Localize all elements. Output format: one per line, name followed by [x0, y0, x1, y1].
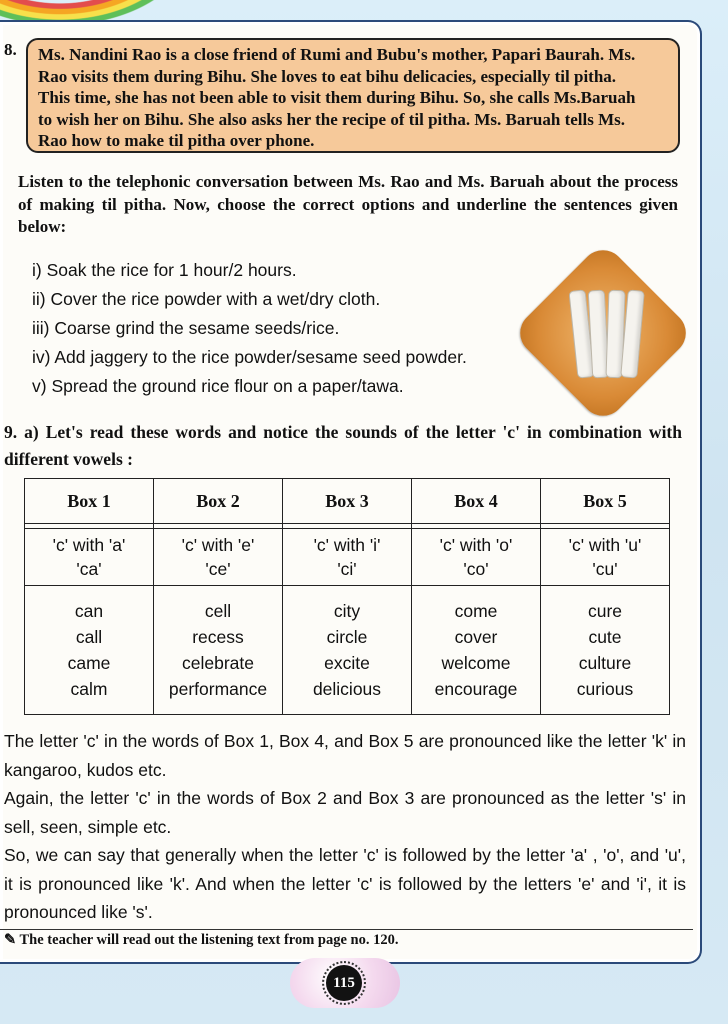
sound-combo: 'ca' — [76, 559, 102, 579]
word: cell — [204, 601, 232, 621]
intro-line: to wish her on Bihu. She also asks her the recipe of til pitha. Ms. Baruah tells Ms. — [38, 109, 626, 129]
word-list-cell — [412, 586, 541, 715]
word: call — [75, 627, 103, 647]
box-header: Box 5 — [541, 479, 670, 524]
word: delicious — [312, 679, 382, 699]
explanation-paragraph: The letter 'c' in the words of Box 1, Box 4, and Box 5 are pronounced like the letter 'k' in kangaroo, kudos etc. — [4, 731, 686, 780]
option-item[interactable]: iii) Coarse grind the sesame seeds/rice. — [32, 318, 340, 338]
intro-box — [26, 38, 680, 153]
box-header: Box 4 — [412, 479, 541, 524]
word: welcome — [441, 653, 511, 673]
word: cure — [587, 601, 623, 621]
explanation-paragraph: So, we can say that generally when the letter 'c' is followed by the letter 'a' , 'o', and 'u', it is pronounced like 'k'. And when the letter 'c' is followed by the letters 'e' and 'i', it is pronounced like 's'. — [4, 845, 686, 922]
sound-label-cell — [154, 529, 283, 586]
listening-instruction: Listen to the telephonic conversation between Ms. Rao and Ms. Baruah about the process of making til pitha. Now, choose the correct options and underline the sentences given below: — [18, 172, 678, 236]
sound-label-cell — [25, 529, 154, 586]
word: excite — [324, 653, 370, 673]
intro-line: Rao visits them during Bihu. She loves to eat bihu delicacies, especially til pitha. — [38, 66, 617, 86]
box-header: Box 1 — [25, 479, 154, 524]
sound-label: 'c' with 'a' — [52, 535, 126, 555]
word-list-cell — [154, 586, 283, 715]
word: cute — [588, 627, 622, 647]
word: performance — [168, 679, 268, 699]
option-item[interactable]: i) Soak the rice for 1 hour/2 hours. — [32, 260, 297, 280]
question-9-heading: 9. a) Let's read these words and notice the sounds of the letter 'c' in combination with different vowels : — [4, 422, 682, 469]
question-8-number: 8. — [4, 40, 17, 59]
word-list-cell — [541, 586, 670, 715]
word: recess — [192, 627, 244, 647]
option-item[interactable]: v) Spread the ground rice flour on a paper/tawa. — [32, 376, 404, 396]
word: culture — [578, 653, 632, 673]
sound-combo: 'ce' — [205, 559, 231, 579]
word: city — [333, 601, 361, 621]
table-header-row — [25, 479, 670, 524]
word: celebrate — [182, 653, 254, 673]
word: can — [74, 601, 104, 621]
word: calm — [70, 679, 108, 699]
sound-combo: 'ci' — [337, 559, 357, 579]
footnote — [4, 932, 399, 949]
option-item[interactable]: iv) Add jaggery to the rice powder/sesame seed powder. — [32, 347, 467, 367]
footnote-text: The teacher will read out the listening text from page no. 120. — [19, 932, 399, 948]
sound-label-cell — [283, 529, 412, 586]
word: come — [454, 601, 498, 621]
sound-label: 'c' with 'u' — [568, 535, 642, 555]
sound-label-cell — [412, 529, 541, 586]
letter-c-table — [24, 478, 670, 715]
word-list-row — [25, 586, 670, 715]
page-number: 115 — [326, 965, 362, 1001]
pencil-icon: ✎ — [4, 932, 20, 948]
intro-line: Rao how to make til pitha over phone. — [38, 131, 315, 150]
word-list-cell — [283, 586, 412, 715]
sound-label-cell — [541, 529, 670, 586]
word: cover — [454, 627, 498, 647]
box-header: Box 3 — [283, 479, 412, 524]
footnote-divider — [0, 929, 693, 930]
option-item[interactable]: ii) Cover the rice powder with a wet/dry cloth. — [32, 289, 381, 309]
word-list-cell — [25, 586, 154, 715]
word: circle — [326, 627, 368, 647]
explanation-paragraph: Again, the letter 'c' in the words of Box 2 and Box 3 are pronounced as the letter 's' in sell, seen, simple etc. — [4, 788, 686, 837]
sound-label: 'c' with 'i' — [313, 535, 381, 555]
box-header: Box 2 — [154, 479, 283, 524]
word: came — [67, 653, 111, 673]
sound-label: 'c' with 'e' — [181, 535, 255, 555]
sound-label-row — [25, 529, 670, 586]
sound-label: 'c' with 'o' — [439, 535, 513, 555]
intro-line: Ms. Nandini Rao is a close friend of Rumi and Bubu's mother, Papari Baurah. Ms. — [38, 45, 636, 64]
sound-combo: 'cu' — [592, 559, 618, 579]
intro-line: This time, she has not been able to visit them during Bihu. So, she calls Ms.Baruah — [38, 88, 636, 107]
word: curious — [576, 679, 634, 699]
sound-combo: 'co' — [463, 559, 489, 579]
word: encourage — [434, 679, 518, 699]
option-list — [32, 256, 467, 401]
